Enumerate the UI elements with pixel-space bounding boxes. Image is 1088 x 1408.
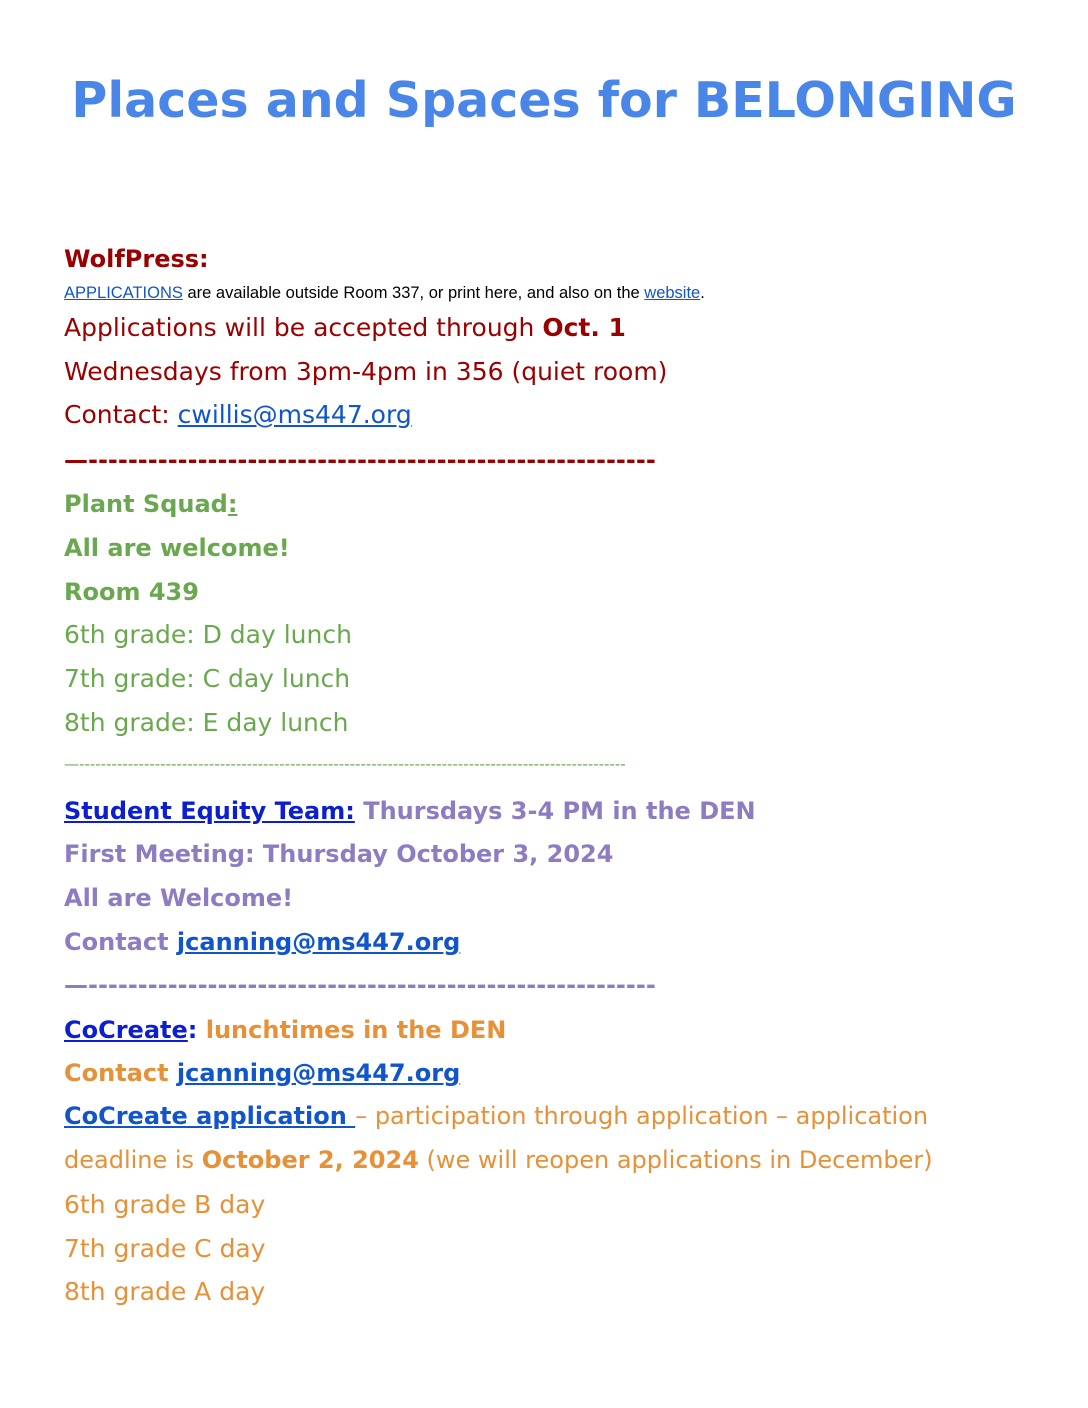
plant-squad-welcome: All are welcome! xyxy=(64,534,290,562)
accepted-text: Applications will be accepted through xyxy=(64,313,543,342)
deadline-prefix: deadline is xyxy=(64,1146,202,1174)
plant-squad-room: Room 439 xyxy=(64,578,199,606)
cocreate-application-link[interactable]: CoCreate application xyxy=(64,1102,356,1130)
cocreate-contact-label: Contact xyxy=(64,1059,177,1087)
equity-contact-label: Contact xyxy=(64,928,177,956)
wolfpress-contact xyxy=(64,400,412,429)
wolfpress-schedule: Wednesdays from 3pm-4pm in 356 (quiet room) xyxy=(64,357,668,386)
cocreate-application-text: – participation through application – application xyxy=(355,1102,929,1130)
cocreate-schedule: lunchtimes in the DEN xyxy=(197,1016,507,1044)
applications-link[interactable]: APPLICATIONS xyxy=(64,284,183,302)
equity-team-welcome: All are Welcome! xyxy=(64,884,294,912)
cocreate-grade8: 8th grade A day xyxy=(64,1277,266,1306)
wolfpress-heading: WolfPress: xyxy=(64,245,209,273)
equity-team-first-meeting: First Meeting: Thursday October 3, 2024 xyxy=(64,840,614,868)
contact-email-link[interactable]: cwillis@ms447.org xyxy=(177,400,412,429)
plant-squad-colon: : xyxy=(227,490,238,518)
equity-team-heading xyxy=(64,797,756,825)
cocreate-contact xyxy=(64,1059,460,1087)
deadline-date: October 2, 2024 xyxy=(201,1146,419,1174)
plant-squad-title: Plant Squad xyxy=(64,490,228,518)
equity-contact-email-link[interactable]: jcanning@ms447.org xyxy=(176,928,461,956)
wolfpress-divider: —--------------------------------------------------------- xyxy=(64,446,656,474)
cocreate-link[interactable]: CoCreate xyxy=(64,1016,188,1044)
equity-team-contact xyxy=(64,928,460,956)
plant-squad-heading xyxy=(64,490,237,518)
wolfpress-availability xyxy=(64,284,705,303)
cocreate-deadline xyxy=(64,1146,933,1174)
plant-squad-grade6: 6th grade: D day lunch xyxy=(64,620,352,649)
plant-squad-divider: —----------------------------------------------------------------------------------------------------- xyxy=(64,755,626,773)
contact-label: Contact: xyxy=(64,400,178,429)
cocreate-application xyxy=(64,1102,928,1130)
availability-text: are available outside Room 337, or print here, and also on the xyxy=(182,284,645,302)
period: . xyxy=(700,284,705,302)
equity-team-schedule: Thursdays 3-4 PM in the DEN xyxy=(354,797,756,825)
equity-team-divider: —--------------------------------------------------------- xyxy=(64,971,656,999)
cocreate-contact-email-link[interactable]: jcanning@ms447.org xyxy=(176,1059,461,1087)
page-title: Places and Spaces for BELONGING xyxy=(71,72,1017,129)
cocreate-grade7: 7th grade C day xyxy=(64,1234,266,1263)
cocreate-heading xyxy=(64,1016,506,1044)
equity-team-link[interactable]: Student Equity Team: xyxy=(64,797,355,825)
deadline-suffix: (we will reopen applications in December) xyxy=(418,1146,933,1174)
plant-squad-grade7: 7th grade: C day lunch xyxy=(64,664,351,693)
cocreate-colon: : xyxy=(187,1016,198,1044)
cocreate-grade6: 6th grade B day xyxy=(64,1190,266,1219)
website-link[interactable]: website xyxy=(644,284,701,302)
plant-squad-grade8: 8th grade: E day lunch xyxy=(64,708,349,737)
accepted-date: Oct. 1 xyxy=(542,313,626,342)
wolfpress-accepted xyxy=(64,313,626,342)
